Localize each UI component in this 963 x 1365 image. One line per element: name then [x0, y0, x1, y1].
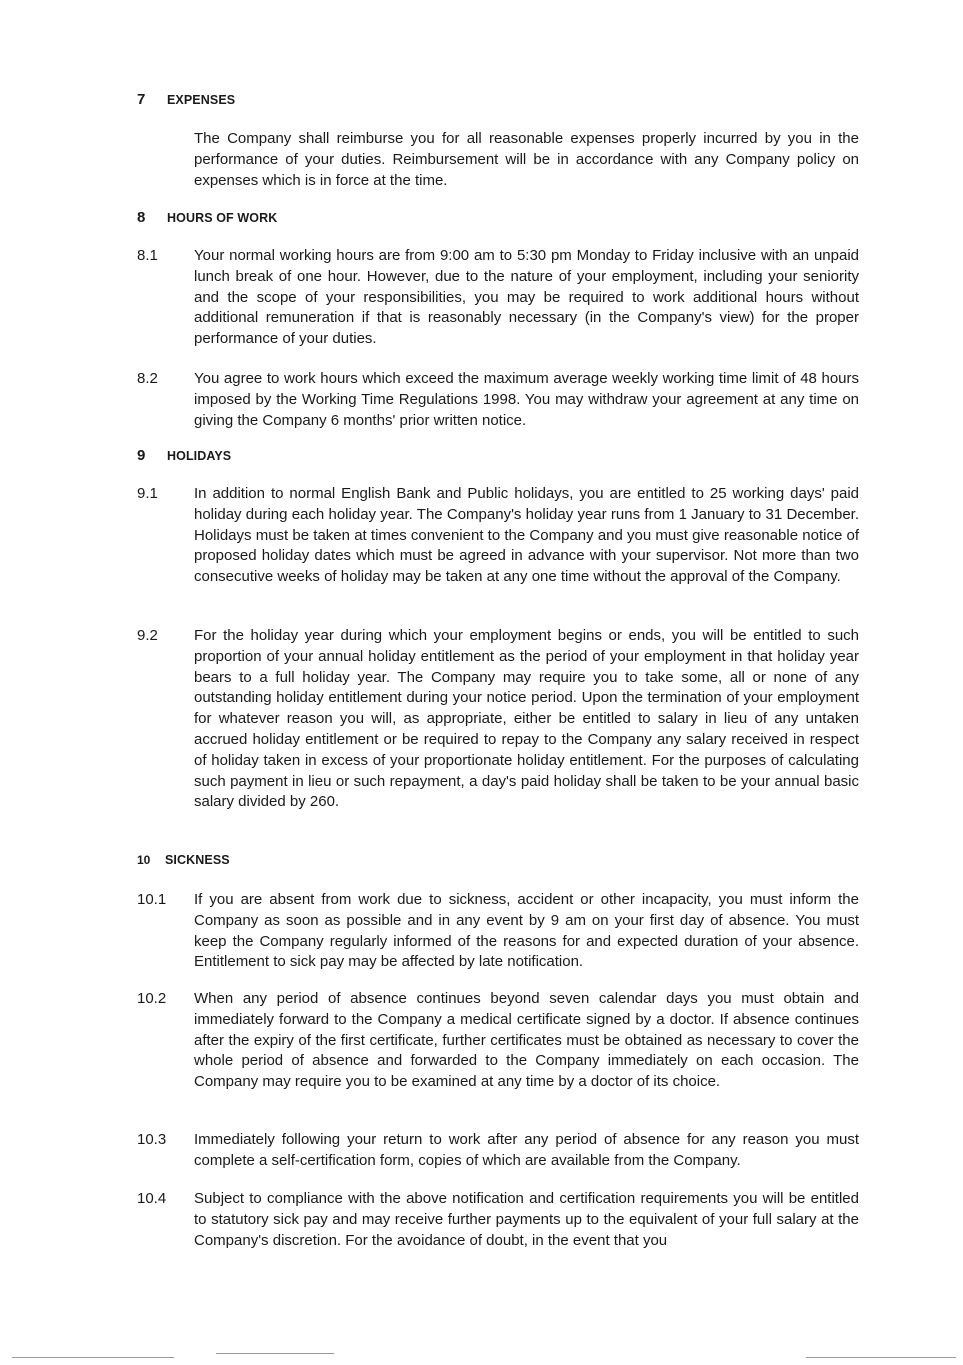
section-7-body — [194, 129, 859, 191]
clause-text: For the holiday year during which your employment begins or ends, you will be entitled to such proportion of your annual holiday entitlement as the period of your employment in that holiday year bears to a full holiday year. The Company may require you to take some, all or none of any outstanding holiday entitlement during your notice period. Upon the termination of your employment for whatever reason you will, as appropriate, either be entitled to salary in lieu of any untaken accrued holiday entitlement or be required to repay to the Company any salary received in respect of holiday taken in excess of your proportionate holiday entitlement. For the purposes of calculating such payment in lieu or such repayment, a day's paid holiday shall be taken to be your annual basic salary divided by 260. — [194, 627, 859, 811]
footer-rule-left — [12, 1357, 174, 1358]
clause-number: 10.1 — [137, 891, 167, 908]
clause-text: You agree to work hours which exceed the maximum average weekly working time limit of 48 hours imposed by the Working Time Regulations 1998. You may withdraw your agreement at any time on giving the Company 6 months' prior written notice. — [194, 370, 859, 429]
section-number: 8 — [137, 209, 146, 226]
clause-number: 10.3 — [137, 1131, 167, 1148]
clause-number: 10.2 — [137, 990, 167, 1007]
clause-10-3 — [137, 1130, 859, 1172]
section-8-heading — [137, 209, 277, 226]
footer-rule-right — [806, 1357, 956, 1358]
clause-number: 9.2 — [137, 627, 158, 644]
section-number: 7 — [137, 91, 146, 108]
paragraph-text: The Company shall reimburse you for all reasonable expenses properly incurred by you in the performance of your duties. Reimbursement will be in accordance with any Company policy on expenses which is in force at the time. — [194, 130, 859, 189]
clause-10-4 — [137, 1189, 859, 1251]
section-7-heading — [137, 91, 235, 108]
section-10-heading — [137, 853, 230, 867]
clause-text: When any period of absence continues beyond seven calendar days you must obtain and immediately forward to the Company a medical certificate signed by a doctor. If absence continues after the expiry of the first certificate, further certificates must be obtained as necessary to cover the whole period of absence and forwarded to the Company immediately on each occasion. The Company may require you to be examined at any time by a doctor of its choice. — [194, 990, 859, 1091]
clause-text: Immediately following your return to work after any period of absence for any reason you must complete a self-certification form, copies of which are available from the Company. — [194, 1131, 859, 1169]
section-title: SICKNESS — [165, 853, 230, 867]
section-number: 10 — [137, 853, 151, 867]
clause-text: In addition to normal English Bank and Public holidays, you are entitled to 25 working days' paid holiday during each holiday year. The Company's holiday year runs from 1 January to 31 December. Holidays must be taken at times convenient to the Company and you must give reasonable notice of proposed holiday dates which must be agreed in advance with your supervisor. Not more than two consecutive weeks of holiday may be taken at any one time without the approval of the Company. — [194, 485, 859, 586]
clause-number: 8.1 — [137, 247, 158, 264]
section-title: EXPENSES — [167, 93, 236, 107]
clause-10-1 — [137, 890, 859, 973]
section-title: HOLIDAYS — [167, 449, 232, 463]
clause-number: 9.1 — [137, 485, 158, 502]
clause-8-2 — [137, 369, 859, 431]
section-number: 9 — [137, 447, 146, 464]
clause-text: If you are absent from work due to sickness, accident or other incapacity, you must inform the Company as soon as possible and in any event by 9 am on your first day of absence. You must keep the Company regularly informed of the reasons for and expected duration of your absence. Entitlement to sick pay may be affected by late notification. — [194, 891, 859, 971]
section-9-heading — [137, 447, 231, 464]
footer-rule-middle — [216, 1353, 334, 1354]
clause-9-2 — [137, 626, 859, 813]
clause-9-1 — [137, 484, 859, 588]
clause-10-2 — [137, 989, 859, 1093]
clause-number: 8.2 — [137, 370, 158, 387]
section-title: HOURS OF WORK — [167, 211, 278, 225]
clause-8-1 — [137, 246, 859, 350]
clause-number: 10.4 — [137, 1190, 167, 1207]
clause-text: Subject to compliance with the above notification and certification requirements you will be entitled to statutory sick pay and may receive further payments up to the equivalent of your full salary at the Company's discretion. For the avoidance of doubt, in the event that you — [194, 1190, 859, 1249]
clause-text: Your normal working hours are from 9:00 am to 5:30 pm Monday to Friday inclusive with an unpaid lunch break of one hour. However, due to the nature of your employment, including your seniority and the scope of your responsibilities, you may be required to work additional hours without additional remuneration if that is reasonably necessary (in the Company's view) for the proper performance of your duties. — [194, 247, 859, 348]
